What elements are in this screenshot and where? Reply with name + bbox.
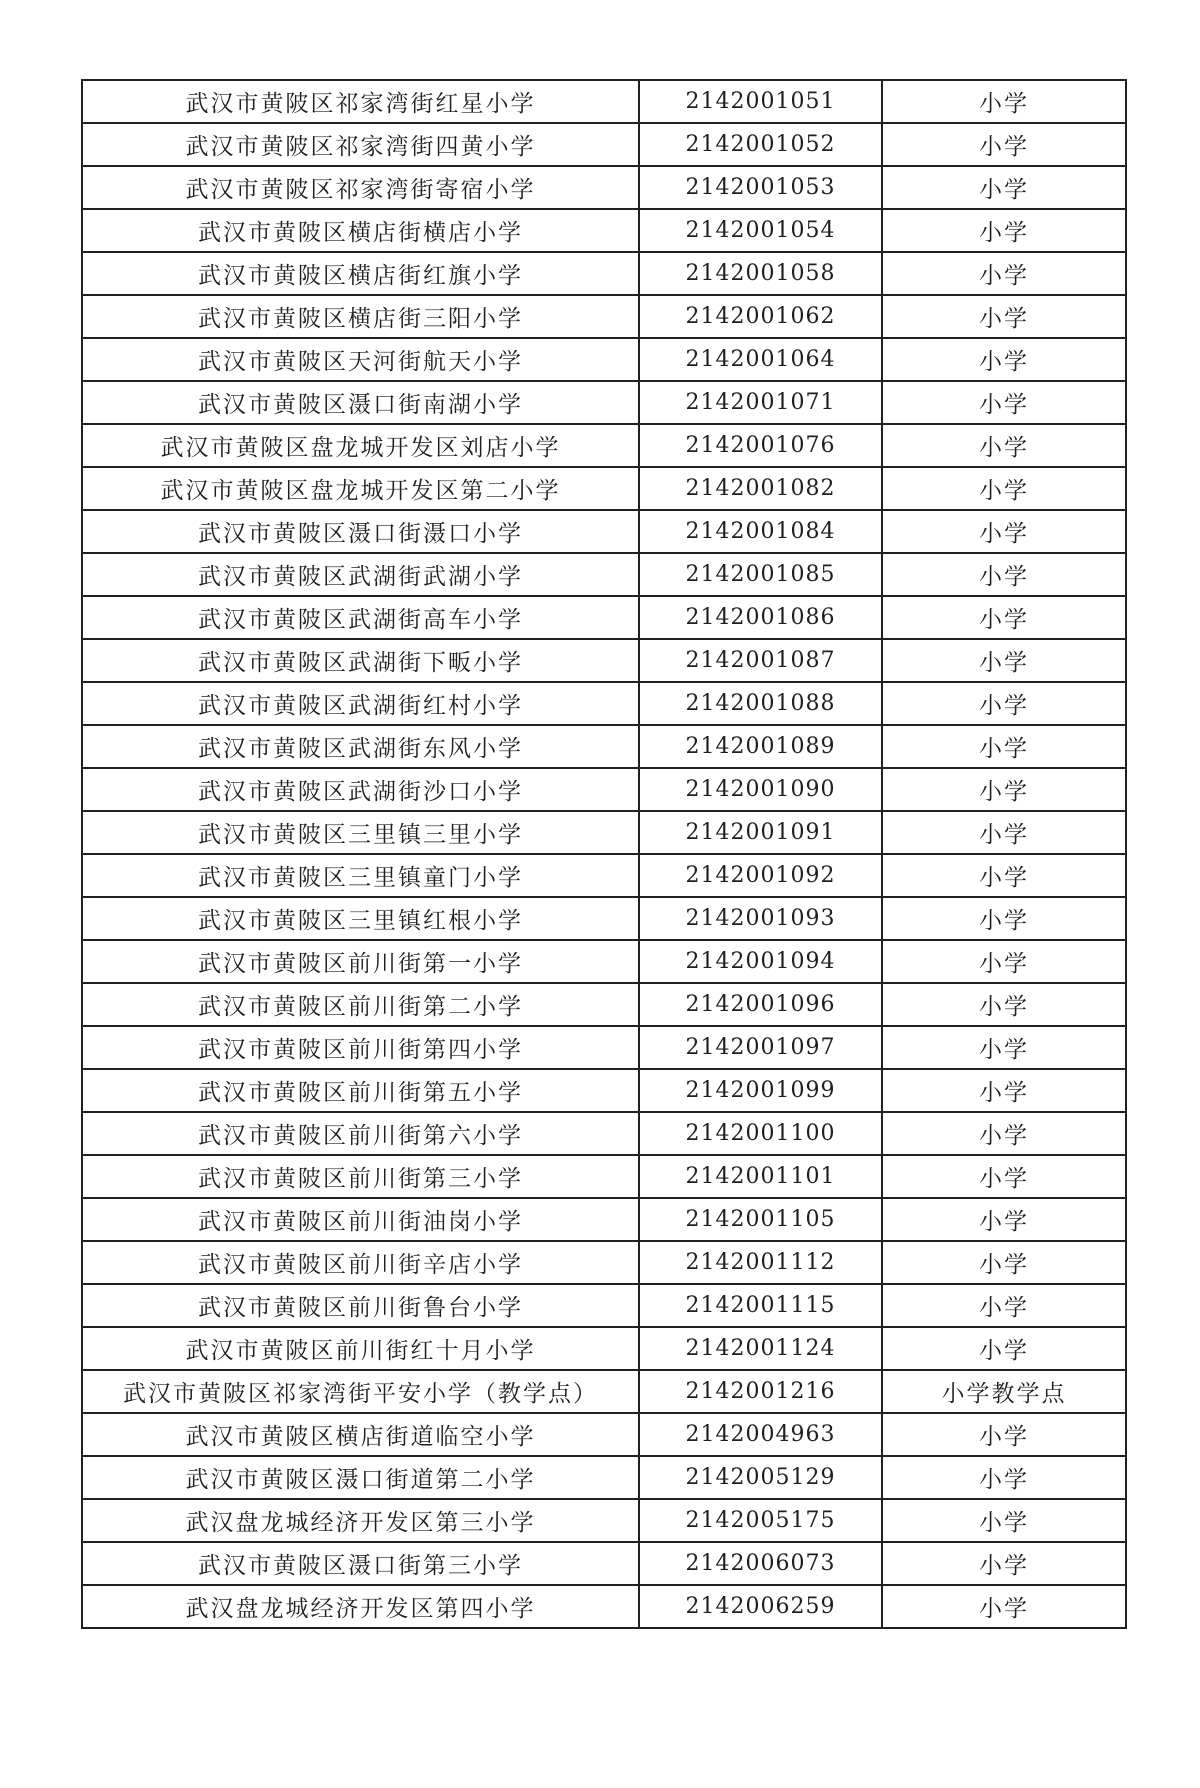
school-code-cell: 2142006073 xyxy=(639,1542,882,1585)
school-type-cell: 小学 xyxy=(882,940,1126,983)
table-row xyxy=(82,467,1126,510)
school-name-cell: 武汉市黄陂区前川街油岗小学 xyxy=(82,1198,639,1241)
school-code-cell: 2142001094 xyxy=(639,940,882,983)
school-name-cell: 武汉市黄陂区滠口街南湖小学 xyxy=(82,381,639,424)
school-type-cell: 小学 xyxy=(882,725,1126,768)
school-code-cell: 2142001085 xyxy=(639,553,882,596)
school-code-cell: 2142001092 xyxy=(639,854,882,897)
school-type-cell: 小学 xyxy=(882,1585,1126,1628)
school-name-cell: 武汉市黄陂区滠口街第三小学 xyxy=(82,1542,639,1585)
school-code-cell: 2142001216 xyxy=(639,1370,882,1413)
school-name-cell: 武汉市黄陂区前川街鲁台小学 xyxy=(82,1284,639,1327)
school-name-cell: 武汉市黄陂区武湖街武湖小学 xyxy=(82,553,639,596)
school-type-cell: 小学 xyxy=(882,1198,1126,1241)
school-type-cell: 小学 xyxy=(882,1241,1126,1284)
table-row xyxy=(82,1542,1126,1585)
school-type-cell: 小学 xyxy=(882,252,1126,295)
school-code-cell: 2142006259 xyxy=(639,1585,882,1628)
table-row xyxy=(82,1370,1126,1413)
school-type-cell: 小学 xyxy=(882,295,1126,338)
school-name-cell: 武汉市黄陂区祁家湾街平安小学（教学点） xyxy=(82,1370,639,1413)
school-type-cell: 小学 xyxy=(882,1413,1126,1456)
school-name-cell: 武汉市黄陂区三里镇红根小学 xyxy=(82,897,639,940)
school-name-cell: 武汉盘龙城经济开发区第四小学 xyxy=(82,1585,639,1628)
school-type-cell: 小学 xyxy=(882,1327,1126,1370)
table-row xyxy=(82,209,1126,252)
table-row xyxy=(82,1499,1126,1542)
school-name-cell: 武汉市黄陂区前川街辛店小学 xyxy=(82,1241,639,1284)
school-code-cell: 2142001124 xyxy=(639,1327,882,1370)
school-name-cell: 武汉市黄陂区祁家湾街红星小学 xyxy=(82,80,639,123)
school-code-cell: 2142001101 xyxy=(639,1155,882,1198)
table-row xyxy=(82,1198,1126,1241)
table-row xyxy=(82,80,1126,123)
school-name-cell: 武汉市黄陂区祁家湾街四黄小学 xyxy=(82,123,639,166)
school-type-cell: 小学 xyxy=(882,553,1126,596)
school-type-cell: 小学 xyxy=(882,854,1126,897)
table-row xyxy=(82,1069,1126,1112)
school-type-cell: 小学 xyxy=(882,123,1126,166)
school-name-cell: 武汉市黄陂区滠口街道第二小学 xyxy=(82,1456,639,1499)
school-code-cell: 2142001071 xyxy=(639,381,882,424)
table-row xyxy=(82,725,1126,768)
table-row xyxy=(82,682,1126,725)
school-name-cell: 武汉市黄陂区盘龙城开发区刘店小学 xyxy=(82,424,639,467)
school-code-cell: 2142001099 xyxy=(639,1069,882,1112)
table-row xyxy=(82,854,1126,897)
school-type-cell: 小学 xyxy=(882,1499,1126,1542)
school-code-cell: 2142001051 xyxy=(639,80,882,123)
school-type-cell: 小学 xyxy=(882,510,1126,553)
school-code-cell: 2142001053 xyxy=(639,166,882,209)
school-name-cell: 武汉市黄陂区滠口街滠口小学 xyxy=(82,510,639,553)
school-code-cell: 2142005175 xyxy=(639,1499,882,1542)
school-code-cell: 2142004963 xyxy=(639,1413,882,1456)
table-row xyxy=(82,1112,1126,1155)
school-name-cell: 武汉市黄陂区天河街航天小学 xyxy=(82,338,639,381)
school-type-cell: 小学 xyxy=(882,338,1126,381)
table-row xyxy=(82,596,1126,639)
school-list-table xyxy=(81,79,1127,1629)
school-code-cell: 2142001097 xyxy=(639,1026,882,1069)
table-row xyxy=(82,1585,1126,1628)
table-row xyxy=(82,811,1126,854)
school-name-cell: 武汉市黄陂区武湖街红村小学 xyxy=(82,682,639,725)
school-type-cell: 小学 xyxy=(882,209,1126,252)
school-name-cell: 武汉市黄陂区横店街横店小学 xyxy=(82,209,639,252)
school-type-cell: 小学 xyxy=(882,1069,1126,1112)
school-type-cell: 小学 xyxy=(882,983,1126,1026)
school-type-cell: 小学 xyxy=(882,381,1126,424)
school-name-cell: 武汉市黄陂区横店街三阳小学 xyxy=(82,295,639,338)
school-code-cell: 2142001096 xyxy=(639,983,882,1026)
school-name-cell: 武汉市黄陂区盘龙城开发区第二小学 xyxy=(82,467,639,510)
table-row xyxy=(82,940,1126,983)
school-code-cell: 2142001054 xyxy=(639,209,882,252)
table-row xyxy=(82,295,1126,338)
table-row xyxy=(82,166,1126,209)
school-code-cell: 2142001091 xyxy=(639,811,882,854)
school-code-cell: 2142001100 xyxy=(639,1112,882,1155)
school-code-cell: 2142001052 xyxy=(639,123,882,166)
school-name-cell: 武汉市黄陂区前川街第五小学 xyxy=(82,1069,639,1112)
table-row xyxy=(82,983,1126,1026)
table-row xyxy=(82,1284,1126,1327)
table-row xyxy=(82,510,1126,553)
table-row xyxy=(82,381,1126,424)
table-row xyxy=(82,1155,1126,1198)
school-code-cell: 2142001076 xyxy=(639,424,882,467)
school-code-cell: 2142001084 xyxy=(639,510,882,553)
table-row xyxy=(82,1026,1126,1069)
table-row xyxy=(82,252,1126,295)
school-code-cell: 2142001115 xyxy=(639,1284,882,1327)
table-row xyxy=(82,768,1126,811)
school-type-cell: 小学 xyxy=(882,1456,1126,1499)
school-name-cell: 武汉市黄陂区前川街第一小学 xyxy=(82,940,639,983)
school-name-cell: 武汉市黄陂区三里镇三里小学 xyxy=(82,811,639,854)
table-row xyxy=(82,897,1126,940)
school-name-cell: 武汉市黄陂区武湖街沙口小学 xyxy=(82,768,639,811)
school-type-cell: 小学 xyxy=(882,467,1126,510)
school-code-cell: 2142001093 xyxy=(639,897,882,940)
school-name-cell: 武汉市黄陂区横店街道临空小学 xyxy=(82,1413,639,1456)
school-code-cell: 2142001112 xyxy=(639,1241,882,1284)
school-type-cell: 小学 xyxy=(882,596,1126,639)
school-type-cell: 小学 xyxy=(882,166,1126,209)
school-name-cell: 武汉市黄陂区前川街第三小学 xyxy=(82,1155,639,1198)
school-name-cell: 武汉盘龙城经济开发区第三小学 xyxy=(82,1499,639,1542)
table-row xyxy=(82,639,1126,682)
table-body xyxy=(82,80,1126,1628)
school-name-cell: 武汉市黄陂区三里镇童门小学 xyxy=(82,854,639,897)
school-type-cell: 小学 xyxy=(882,1026,1126,1069)
table-row xyxy=(82,553,1126,596)
school-code-cell: 2142001082 xyxy=(639,467,882,510)
table-row xyxy=(82,1413,1126,1456)
school-name-cell: 武汉市黄陂区前川街红十月小学 xyxy=(82,1327,639,1370)
school-code-cell: 2142001062 xyxy=(639,295,882,338)
school-type-cell: 小学 xyxy=(882,424,1126,467)
school-type-cell: 小学 xyxy=(882,811,1126,854)
school-type-cell: 小学 xyxy=(882,768,1126,811)
school-code-cell: 2142001058 xyxy=(639,252,882,295)
school-type-cell: 小学 xyxy=(882,1155,1126,1198)
table-row xyxy=(82,424,1126,467)
school-name-cell: 武汉市黄陂区武湖街下畈小学 xyxy=(82,639,639,682)
table-row xyxy=(82,338,1126,381)
school-name-cell: 武汉市黄陂区武湖街东风小学 xyxy=(82,725,639,768)
school-code-cell: 2142001088 xyxy=(639,682,882,725)
school-name-cell: 武汉市黄陂区前川街第六小学 xyxy=(82,1112,639,1155)
school-name-cell: 武汉市黄陂区武湖街高车小学 xyxy=(82,596,639,639)
school-type-cell: 小学 xyxy=(882,1542,1126,1585)
school-type-cell: 小学教学点 xyxy=(882,1370,1126,1413)
school-type-cell: 小学 xyxy=(882,639,1126,682)
table-row xyxy=(82,123,1126,166)
school-name-cell: 武汉市黄陂区祁家湾街寄宿小学 xyxy=(82,166,639,209)
school-type-cell: 小学 xyxy=(882,1112,1126,1155)
school-code-cell: 2142001086 xyxy=(639,596,882,639)
school-type-cell: 小学 xyxy=(882,897,1126,940)
school-name-cell: 武汉市黄陂区前川街第四小学 xyxy=(82,1026,639,1069)
school-code-cell: 2142001064 xyxy=(639,338,882,381)
school-code-cell: 2142001089 xyxy=(639,725,882,768)
table-row xyxy=(82,1456,1126,1499)
school-type-cell: 小学 xyxy=(882,1284,1126,1327)
school-code-cell: 2142005129 xyxy=(639,1456,882,1499)
school-type-cell: 小学 xyxy=(882,682,1126,725)
school-name-cell: 武汉市黄陂区前川街第二小学 xyxy=(82,983,639,1026)
table-row xyxy=(82,1327,1126,1370)
table-row xyxy=(82,1241,1126,1284)
school-code-cell: 2142001105 xyxy=(639,1198,882,1241)
school-code-cell: 2142001090 xyxy=(639,768,882,811)
school-name-cell: 武汉市黄陂区横店街红旗小学 xyxy=(82,252,639,295)
school-type-cell: 小学 xyxy=(882,80,1126,123)
school-code-cell: 2142001087 xyxy=(639,639,882,682)
